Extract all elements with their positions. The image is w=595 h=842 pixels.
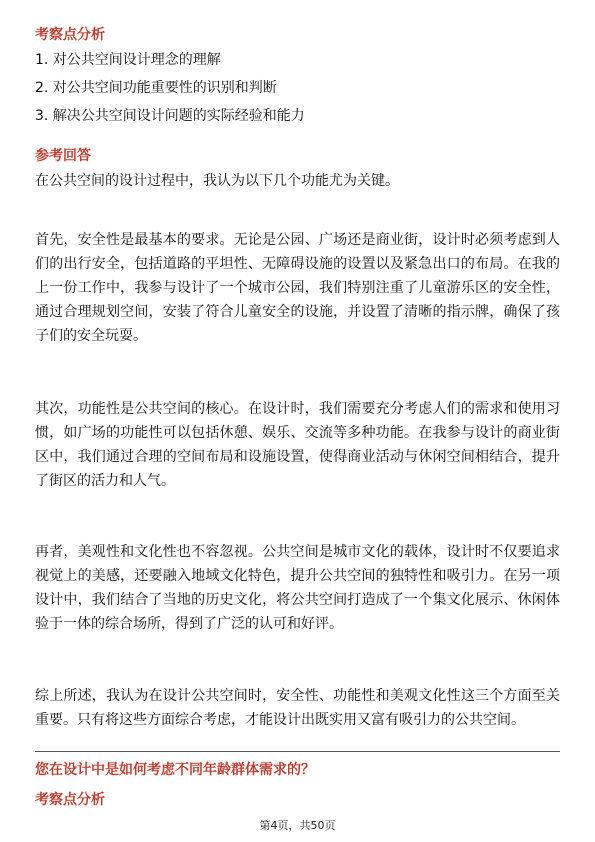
section-divider (35, 751, 560, 752)
analysis-points-list (35, 50, 305, 134)
analysis-point: 3. 解决公共空间设计问题的实际经验和能力 (35, 108, 305, 124)
answer-heading: 参考回答 (35, 148, 91, 164)
question-heading: 您在设计中是如何考虑不同年龄群体需求的？ (35, 762, 315, 778)
analysis-point: 2. 对公共空间功能重要性的识别和判断 (35, 80, 277, 96)
analysis-point: 1. 对公共空间设计理念的理解 (35, 52, 221, 68)
answer-paragraph-aesthetics: 再者，美观性和文化性也不容忽视。公共空间是城市文化的载体，设计时不仅要追求视觉上的美感，还要融入地域文化特色，提升公共空间的独特性和吸引力。在另一项设计中，我们结合了当地的历史文化，将公共空间打造成了一个集文化展示、休闲体验于一体的综合场所，得到了广泛的认可和好评。 (35, 544, 560, 632)
analysis-heading-2: 考察点分析 (35, 792, 105, 808)
answer-paragraph-intro: 在公共空间的设计过程中，我认为以下几个功能尤为关键。 (35, 173, 399, 189)
analysis-heading: 考察点分析 (35, 27, 105, 43)
answer-paragraph-function: 其次，功能性是公共空间的核心。在设计时，我们需要充分考虑人们的需求和使用习惯，如广场的功能性可以包括休憩、娱乐、交流等多种功能。在我参与设计的商业街区中，我们通过合理的空间布局和设施设置，使得商业活动与休闲空间相结合，提升了街区的活力和人气。 (35, 401, 560, 489)
answer-paragraph-safety: 首先，安全性是最基本的要求。无论是公园、广场还是商业街，设计时必须考虑到人们的出行安全，包括道路的平坦性、无障碍设施的设置以及紧急出口的布局。在我的上一份工作中，我参与设计了一个城市公园，我们特别注重了儿童游乐区的安全性，通过合理规划空间，安装了符合儿童安全的设施，并设置了清晰的指示牌，确保了孩子们的安全玩耍。 (35, 232, 560, 344)
page-number-footer: 第4页，共50页 (259, 819, 336, 832)
answer-paragraph-summary: 综上所述，我认为在设计公共空间时，安全性、功能性和美观文化性这三个方面至关重要。只有将这些方面综合考虑，才能设计出既实用又富有吸引力的公共空间。 (35, 688, 560, 728)
